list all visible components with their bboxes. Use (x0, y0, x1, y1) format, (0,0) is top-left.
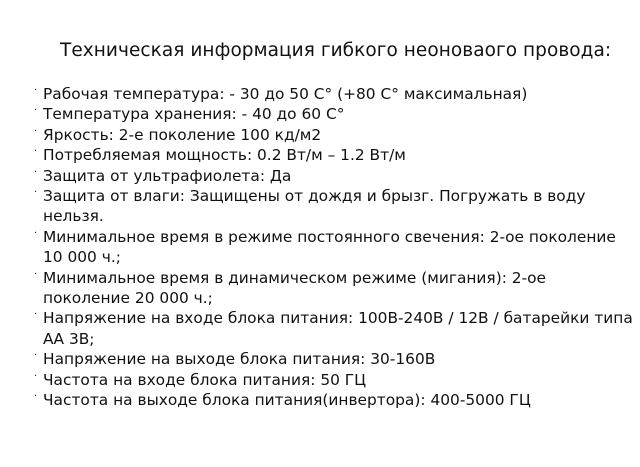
spec-text: Защита от ультрафиолета: Да (43, 166, 292, 185)
spec-text: Минимальное время в динамическом режиме (мигания): 2-ое поколение 20 000 ч.; (43, 268, 547, 308)
bullet-dot: · (34, 370, 38, 382)
spec-text: Частота на выходе блока питания(инвертора): 400-5000 ГЦ (43, 391, 531, 410)
bullet-dot: · (34, 309, 38, 321)
spec-item-operating-temperature (34, 84, 634, 104)
spec-text: Температура хранения: - 40 до 60 С° (43, 105, 345, 124)
bullet-dot: · (34, 125, 38, 137)
spec-item-constant-mode-lifetime (34, 227, 634, 268)
spec-item-dynamic-mode-lifetime (34, 268, 634, 309)
spec-item-input-voltage (34, 308, 634, 349)
spec-text: Напряжение на выходе блока питания: 30-160В (43, 350, 436, 369)
spec-text: Минимальное время в режиме постоянного свечения: 2-ое поколение 10 000 ч.; (43, 227, 616, 267)
spec-list (34, 84, 634, 411)
bullet-dot: · (34, 105, 38, 117)
spec-item-power-consumption (34, 145, 634, 165)
bullet-dot: · (34, 187, 38, 199)
spec-item-uv-protection (34, 166, 634, 186)
spec-item-output-frequency (34, 390, 634, 410)
bullet-dot: · (34, 166, 38, 178)
bullet-dot: · (34, 227, 38, 239)
spec-text: Рабочая температура: - 30 до 50 С° (+80 С° максимальная) (43, 85, 528, 103)
spec-text: Напряжение на входе блока питания: 100В-240В / 12В / батарейки типа АА 3В; (43, 309, 633, 348)
spec-item-input-frequency (34, 370, 634, 390)
spec-text: Частота на входе блока питания: 50 ГЦ (43, 370, 367, 389)
bullet-dot: · (34, 268, 38, 280)
bullet-dot: · (34, 85, 38, 96)
spec-item-moisture-protection (34, 186, 634, 227)
spec-text: Яркость: 2-е поколение 100 кд/м2 (43, 125, 322, 144)
spec-text: Потребляемая мощность: 0.2 Вт/м – 1.2 Вт/м (43, 146, 406, 165)
spec-item-output-voltage (34, 349, 634, 369)
bullet-dot: · (34, 391, 38, 403)
bullet-dot: · (34, 146, 38, 158)
spec-item-brightness (34, 125, 634, 145)
spec-text: Защита от влаги: Защищены от дождя и брызг. Погружать в воду нельзя. (43, 187, 586, 226)
spec-item-storage-temperature (34, 104, 634, 124)
bullet-dot: · (34, 350, 38, 362)
document-title: Техническая информация гибкого неоноваого провода: (60, 40, 612, 61)
